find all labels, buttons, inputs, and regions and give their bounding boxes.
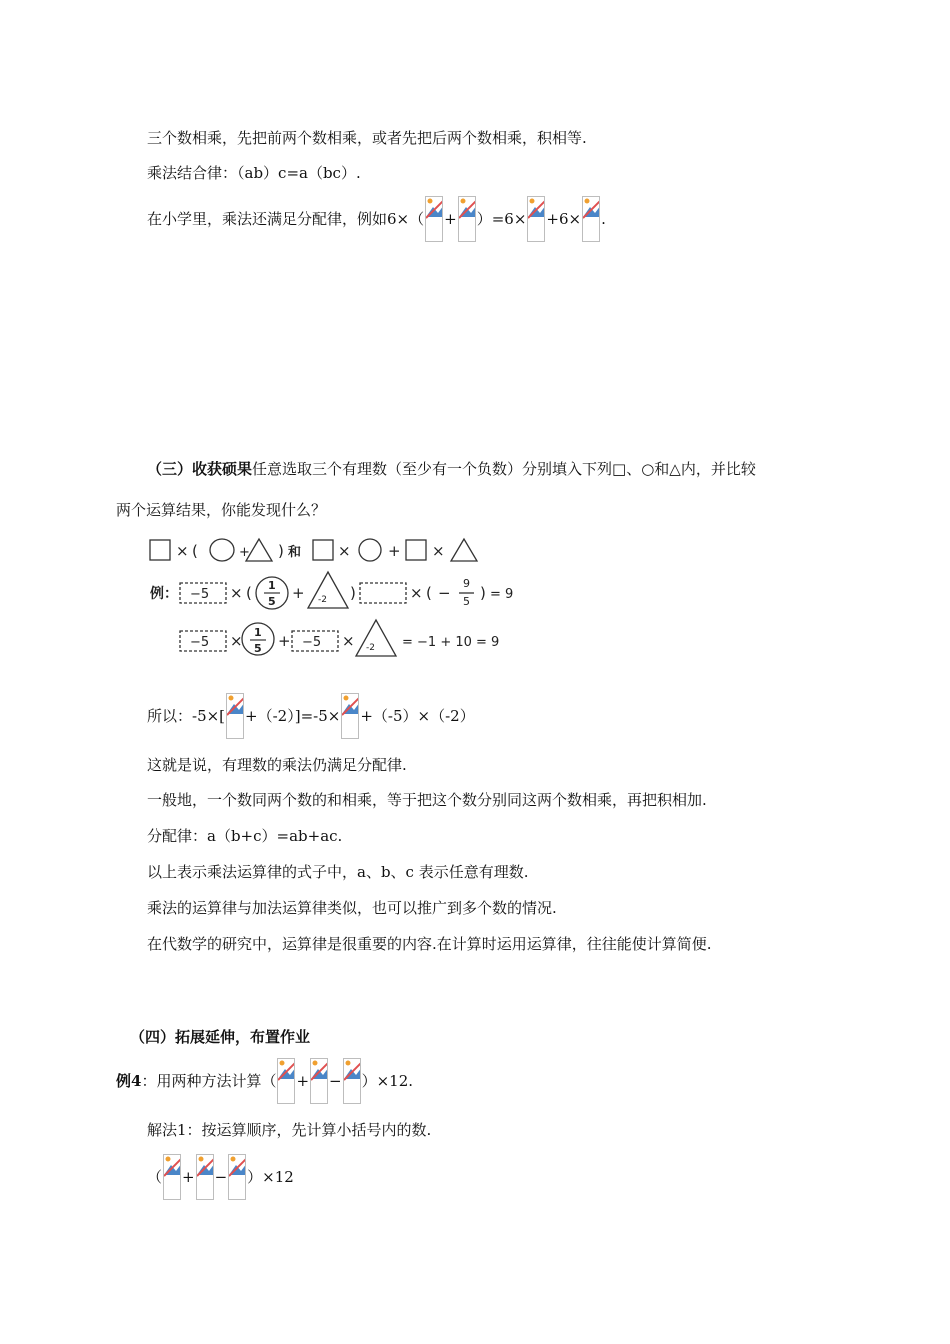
text-example4: 例4 ：用两种方法计算（ + − ）×12. <box>116 1058 413 1104</box>
svg-text:(: ( <box>246 584 252 602</box>
svg-text:×: × <box>432 542 445 560</box>
fraction-image-icon <box>425 196 443 242</box>
svg-text:−5: −5 <box>302 635 322 650</box>
text-p9: 在代数学的研究中，运算律是很重要的内容.在计算时运用运算律，往往能使计算简便. <box>147 935 712 953</box>
svg-text:(: ( <box>426 584 432 602</box>
text-distributive-elementary: 在小学里，乘法还满足分配律，例如6×（ + ）=6× +6× . <box>147 196 606 242</box>
square-shape <box>313 540 333 560</box>
svg-text:−5: −5 <box>190 635 210 650</box>
svg-text:×: × <box>410 584 423 602</box>
text-p4: 这就是说，有理数的乘法仍满足分配律. <box>147 756 407 774</box>
svg-text:9: 9 <box>463 577 470 590</box>
svg-text:5: 5 <box>254 642 262 655</box>
text-distributive-law: 分配律：a（b+c）=ab+ac. <box>147 827 343 845</box>
text-p5: 一般地，一个数同两个数的和相乘，等于把这个数分别同这两个数相乘，再把积相加. <box>147 791 707 809</box>
fraction-image-icon <box>163 1154 181 1200</box>
svg-text:1: 1 <box>268 579 276 592</box>
square-shape <box>150 540 170 560</box>
svg-text:5: 5 <box>463 595 470 608</box>
svg-text:+: + <box>388 542 401 560</box>
text-associative-law: 乘法结合律：（ab）c=a（bc）. <box>147 164 361 182</box>
svg-text:+: + <box>292 584 305 602</box>
fraction-image-icon <box>226 693 244 739</box>
section-harvest-cont: 两个运算结果，你能发现什么？ <box>116 501 327 519</box>
svg-text:): ) <box>278 542 284 560</box>
svg-text:×: × <box>176 542 189 560</box>
text-solution1: 解法1：按运算顺序，先计算小括号内的数. <box>147 1121 432 1139</box>
svg-text:+: + <box>239 545 250 560</box>
fraction-image-icon <box>196 1154 214 1200</box>
svg-text:−5: −5 <box>190 587 210 602</box>
svg-text:= 9: = 9 <box>490 587 514 602</box>
circle-shape <box>210 539 234 561</box>
svg-text:例：: 例： <box>150 586 178 602</box>
svg-text:1: 1 <box>254 626 262 639</box>
triangle-shape <box>451 539 477 561</box>
text-associative-intro: 三个数相乘，先把前两个数相乘，或者先把后两个数相乘，积相等. <box>147 129 587 147</box>
fraction-image-icon <box>458 196 476 242</box>
svg-text:−: − <box>438 584 451 602</box>
text-p8: 乘法的运算律与加法运算律类似，也可以推广到多个数的情况. <box>147 899 557 917</box>
section-extend: （四）拓展延伸，布置作业 <box>130 1028 311 1046</box>
section-heading: （三）收获硕果 <box>147 460 253 478</box>
text-p7: 以上表示乘法运算律的式子中，a、b、c 表示任意有理数. <box>147 863 529 881</box>
svg-text:= −1 + 10 = 9: = −1 + 10 = 9 <box>402 635 500 650</box>
fraction-image-icon <box>277 1058 295 1104</box>
svg-text:5: 5 <box>268 595 276 608</box>
svg-text:-2: -2 <box>318 595 327 605</box>
distributive-example-figure <box>146 535 536 667</box>
fraction-image-icon <box>343 1058 361 1104</box>
svg-text:×: × <box>230 632 243 650</box>
square-shape <box>406 540 426 560</box>
svg-text:-2: -2 <box>366 643 375 653</box>
svg-text:×: × <box>230 584 243 602</box>
svg-text:×: × <box>342 632 355 650</box>
fraction-image-icon <box>310 1058 328 1104</box>
text-expression: （ + − ）×12 <box>147 1154 294 1200</box>
circle-shape <box>359 539 381 561</box>
fraction-image-icon <box>341 693 359 739</box>
svg-text:×: × <box>338 542 351 560</box>
fraction-image-icon <box>228 1154 246 1200</box>
svg-text:): ) <box>480 584 486 602</box>
svg-text:+: + <box>278 632 291 650</box>
section-harvest: （三）收获硕果 任意选取三个有理数（至少有一个负数）分别填入下列□、○和△内，并比较 <box>147 460 756 478</box>
text-therefore: 所以：-5×[ +（-2）]=-5× +（-5）×（-2） <box>147 693 475 739</box>
svg-text:): ) <box>350 584 356 602</box>
fraction-image-icon <box>582 196 600 242</box>
svg-text:和: 和 <box>288 545 302 560</box>
svg-text:(: ( <box>192 542 198 560</box>
fraction-image-icon <box>527 196 545 242</box>
